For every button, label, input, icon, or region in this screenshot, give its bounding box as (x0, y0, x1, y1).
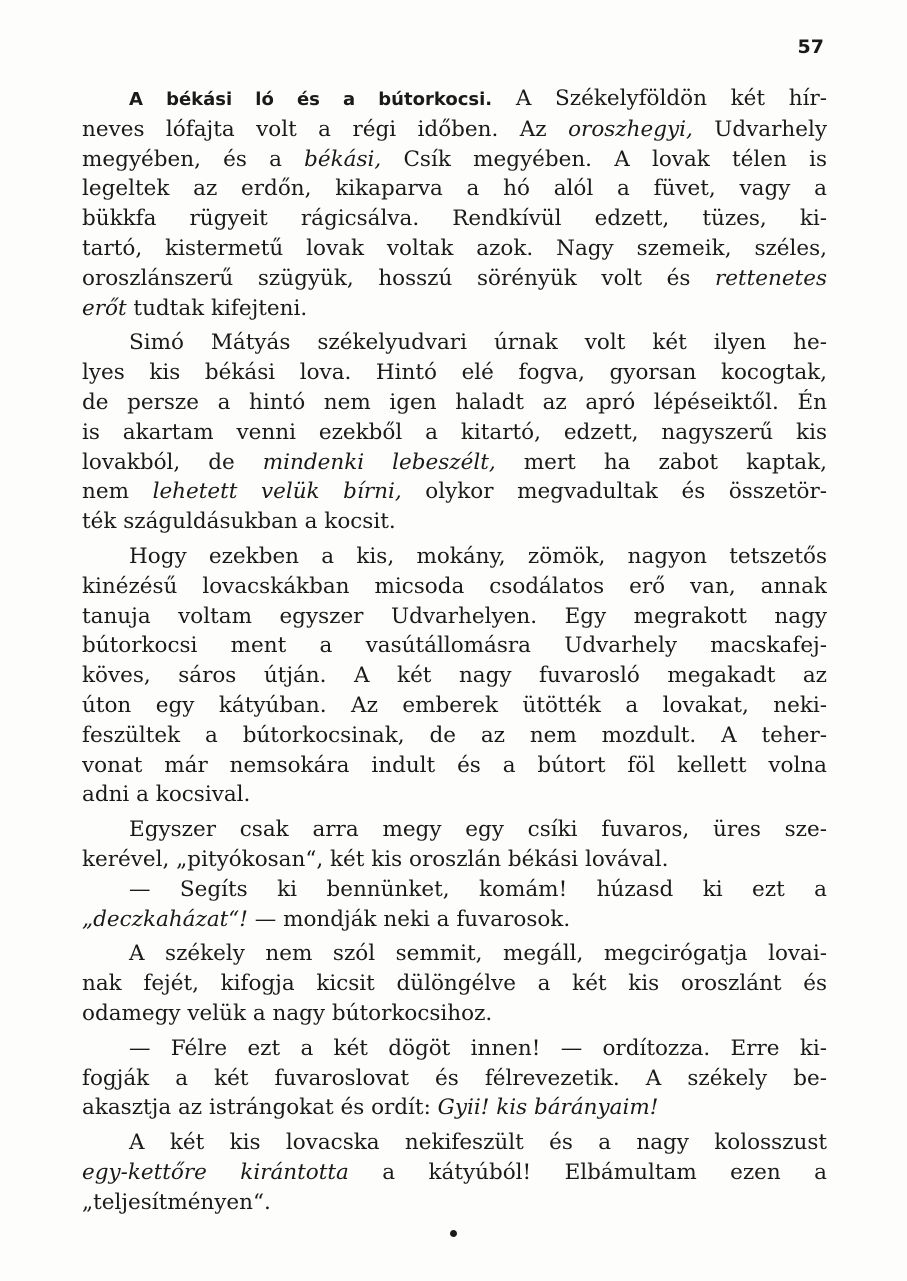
text-line: köves, sáros útján. A két nagy fuvarosló megakadt az (82, 663, 827, 689)
text-line: oroszlánszerű szügyük, hosszú sörényük volt és rettenetes (82, 265, 827, 291)
text-line: egy-kettőre kirántotta a kátyúból! Elbámultam ezen a (82, 1159, 827, 1185)
body-text (82, 84, 827, 1217)
text-line: kinézésű lovacskákban micsoda csodálatos erő van, annak (82, 573, 827, 599)
text-line: akasztja az istrángokat és ordít: Gyii! kis bárányaim! (82, 1095, 659, 1121)
section-title: A békási ló és a bútorkocsi. (129, 89, 493, 110)
text-line: nak fejét, kifogja kicsit dülöngélve a két kis oroszlánt és (82, 971, 827, 997)
text-line: ték száguldásukban a kocsit. (82, 509, 396, 535)
text-line: lyes kis békási lova. Hintó elé fogva, gyorsan kocogtak, (82, 360, 827, 386)
text-line: lovakból, de mindenki lebeszélt, mert ha zabot kaptak, (82, 449, 827, 475)
text-line: Hogy ezekben a kis, mokány, zömök, nagyon tetszetős (129, 543, 827, 569)
text-line: vonat már nemsokára indult és a bútort föl kellett volna (82, 752, 827, 778)
text-line: erőt tudtak kifejteni. (82, 295, 308, 321)
text-line: — Segíts ki bennünket, komám! húzasd ki ezt a (129, 876, 827, 902)
text-line: nem lehetett velük bírni, olykor megvadultak és összetör- (82, 479, 827, 505)
text-line: Simó Mátyás székelyudvari úrnak volt két ilyen he- (129, 330, 827, 356)
text-line: tanuja voltam egyszer Udvarhelyen. Egy megrakott nagy (82, 603, 827, 629)
text-line: „deczkaházat“! — mondják neki a fuvarosok. (82, 906, 571, 932)
text-line: A székely nem szól semmit, megáll, megcirógatja lovai- (129, 941, 827, 967)
text-line: bükkfa rügyeit rágicsálva. Rendkívül edzett, tüzes, ki- (82, 206, 827, 232)
text-line: is akartam venni ezekből a kitartó, edzett, nagyszerű kis (82, 419, 827, 445)
text-line: „teljesítményen“. (82, 1189, 271, 1215)
text-line: kerével, „pityókosan“, két kis oroszlán békási lovával. (82, 846, 669, 872)
text-line: A békási ló és a bútorkocsi. A Székelyföldön két hír- (129, 86, 827, 111)
text-line: adni a kocsival. (82, 782, 251, 808)
text-line: odamegy velük a nagy bútorkocsihoz. (82, 1000, 493, 1026)
page-number: 57 (797, 36, 824, 58)
text-line: megyében, és a békási, Csík megyében. A lovak télen is (82, 146, 827, 172)
text-line: fogják a két fuvaroslovat és félrevezetik. A székely be- (82, 1065, 827, 1091)
text-line: bútorkocsi ment a vasútállomásra Udvarhely macskafej- (82, 633, 827, 659)
text-line: tartó, kistermetű lovak voltak azok. Nagy szemeik, széles, (82, 235, 827, 261)
text-line: Egyszer csak arra megy egy csíki fuvaros, üres sze- (129, 817, 827, 843)
text-line: úton egy kátyúban. Az emberek ütötték a lovakat, neki- (82, 692, 827, 718)
end-mark-dot (450, 1230, 457, 1237)
text-line: de persze a hintó nem igen haladt az apró lépéseiktől. Én (82, 389, 827, 415)
text-line: A két kis lovacska nekifeszült és a nagy kolosszust (129, 1130, 827, 1156)
text-line: legeltek az erdőn, kikaparva a hó alól a füvet, vagy a (82, 176, 827, 202)
text-line: neves lófajta volt a régi időben. Az oroszhegyi, Udvarhely (82, 116, 827, 142)
text-line: feszültek a bútorkocsinak, de az nem mozdult. A teher- (82, 722, 827, 748)
text-line: — Félre ezt a két dögöt innen! — ordítozza. Erre ki- (129, 1035, 827, 1061)
